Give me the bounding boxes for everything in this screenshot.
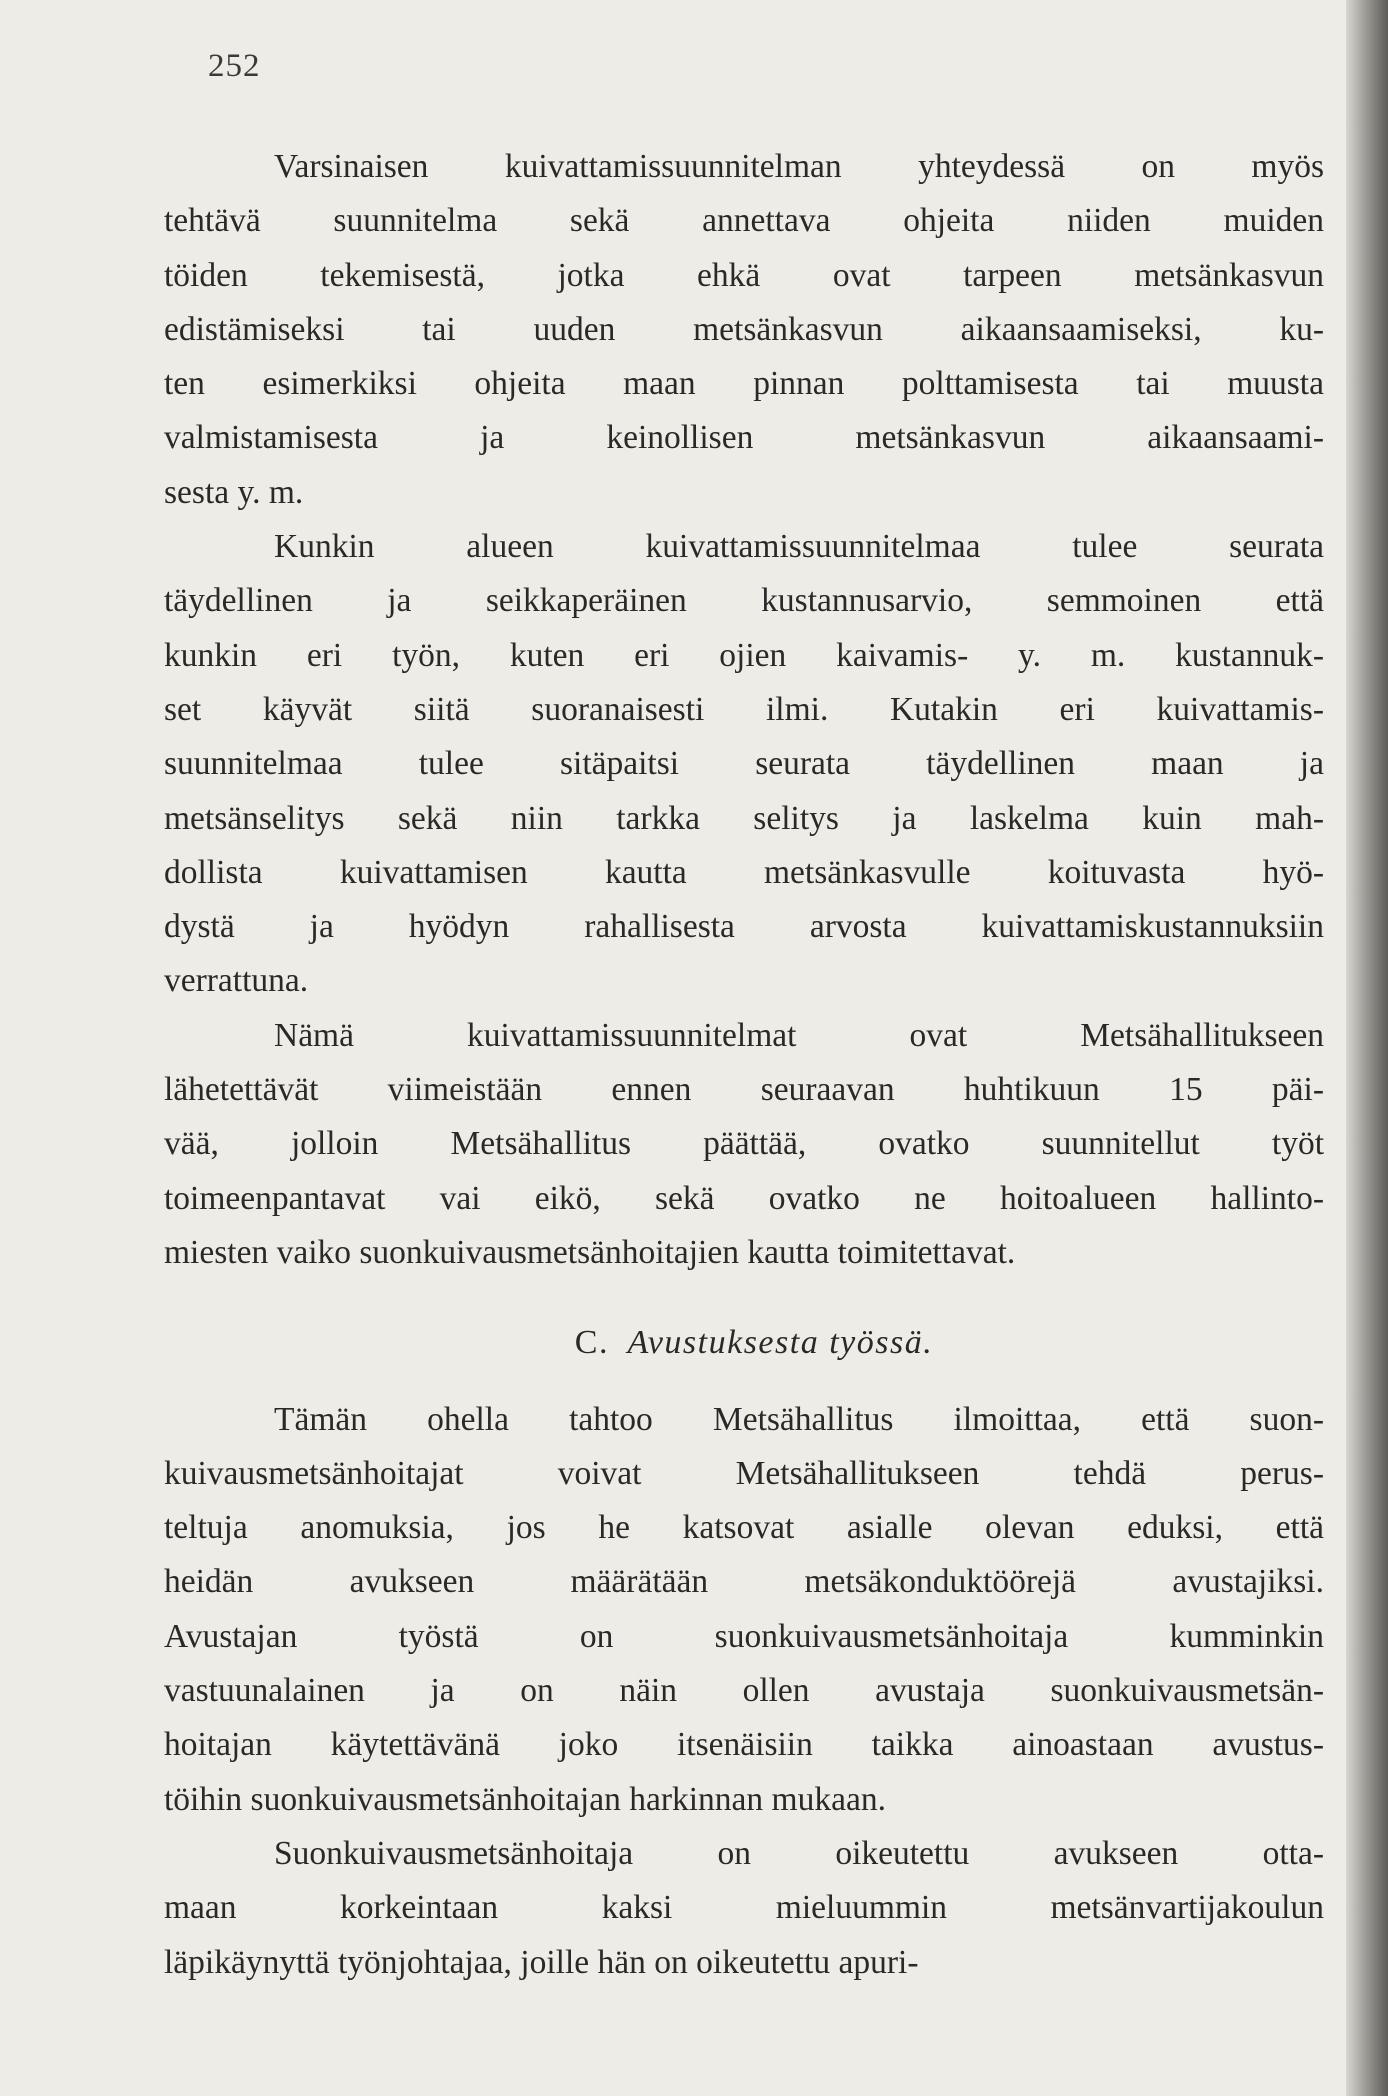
text-line: hoitajan käytettävänä joko itsenäisiin taikka ainoastaan avustus-	[164, 1726, 1324, 1764]
text-line: sesta y. m.	[164, 473, 304, 511]
text-line: läpikäynyttä työnjohtajaa, joille hän on oikeutettu apuri-	[164, 1943, 919, 1981]
text-line: ten esimerkiksi ohjeita maan pinnan polttamisesta tai muusta	[164, 365, 1324, 403]
text-line: tehtävä suunnitelma sekä annettava ohjeita niiden muiden	[164, 202, 1324, 240]
section-heading	[164, 1316, 1324, 1370]
text-line: vastuunalainen ja on näin ollen avustaja suonkuivausmetsän-	[164, 1672, 1324, 1710]
text-line: Nämä kuivattamissuunnitelmat ovat Metsähallitukseen	[274, 1016, 1324, 1054]
text-line: toimeenpantavat vai eikö, sekä ovatko ne hoitoalueen hallinto-	[164, 1179, 1324, 1217]
text-line: dystä ja hyödyn rahallisesta arvosta kuivattamiskustannuksiin	[164, 908, 1324, 946]
text-line: teltuja anomuksia, jos he katsovat asialle olevan eduksi, että	[164, 1509, 1324, 1547]
text-line: kunkin eri työn, kuten eri ojien kaivamis- y. m. kustannuk-	[164, 636, 1324, 674]
text-line: verrattuna.	[164, 962, 309, 1000]
paragraph-2	[164, 520, 1324, 1009]
text-line: Suonkuivausmetsänhoitaja on oikeutettu avukseen otta-	[274, 1834, 1324, 1872]
text-line: valmistamisesta ja keinollisen metsänkasvun aikaansaami-	[164, 419, 1324, 457]
text-line: maan korkeintaan kaksi mieluummin metsänvartijakoulun	[164, 1889, 1324, 1927]
text-line: lähetettävät viimeistään ennen seuraavan huhtikuun 15 päi-	[164, 1071, 1324, 1109]
text-line: suunnitelmaa tulee sitäpaitsi seurata täydellinen maan ja	[164, 745, 1324, 783]
text-line: dollista kuivattamisen kautta metsänkasvulle koituvasta hyö-	[164, 853, 1324, 891]
text-line: metsänselitys sekä niin tarkka selitys ja laskelma kuin mah-	[164, 799, 1324, 837]
text-line: Avustajan työstä on suonkuivausmetsänhoitaja kumminkin	[164, 1617, 1324, 1655]
paragraph-3	[164, 1009, 1324, 1280]
paragraph-4	[164, 1393, 1324, 1827]
body-text	[164, 140, 1324, 1990]
text-line: kuivausmetsänhoitajat voivat Metsähallitukseen tehdä perus-	[164, 1454, 1324, 1492]
text-line: täydellinen ja seikkaperäinen kustannusarvio, semmoinen että	[164, 582, 1324, 620]
paragraph-1	[164, 140, 1324, 520]
text-line: vää, jolloin Metsähallitus päättää, ovatko suunnitellut työt	[164, 1125, 1324, 1163]
text-line: töiden tekemisestä, jotka ehkä ovat tarpeen metsänkasvun	[164, 256, 1324, 294]
text-line: Varsinaisen kuivattamissuunnitelman yhteydessä on myös	[274, 148, 1324, 185]
text-line: miesten vaiko suonkuivausmetsänhoitajien kautta toimitettavat.	[164, 1233, 1016, 1271]
text-line: Kunkin alueen kuivattamissuunnitelmaa tulee seurata	[274, 528, 1324, 566]
text-line: Tämän ohella tahtoo Metsähallitus ilmoittaa, että suon-	[274, 1400, 1324, 1438]
page-edge-shadow	[1346, 0, 1388, 2096]
text-line: heidän avukseen määrätään metsäkonduktöörejä avustajiksi.	[164, 1563, 1324, 1601]
paragraph-5	[164, 1827, 1324, 1990]
section-title: Avustuksesta työssä.	[627, 1324, 934, 1362]
text-line: set käyvät siitä suoranaisesti ilmi. Kutakin eri kuivattamis-	[164, 690, 1324, 728]
text-line: töihin suonkuivausmetsänhoitajan harkinnan mukaan.	[164, 1780, 886, 1818]
text-line: edistämiseksi tai uuden metsänkasvun aikaansaamiseksi, ku-	[164, 310, 1324, 348]
page-number: 252	[208, 48, 261, 84]
section-letter: C.	[574, 1324, 609, 1362]
